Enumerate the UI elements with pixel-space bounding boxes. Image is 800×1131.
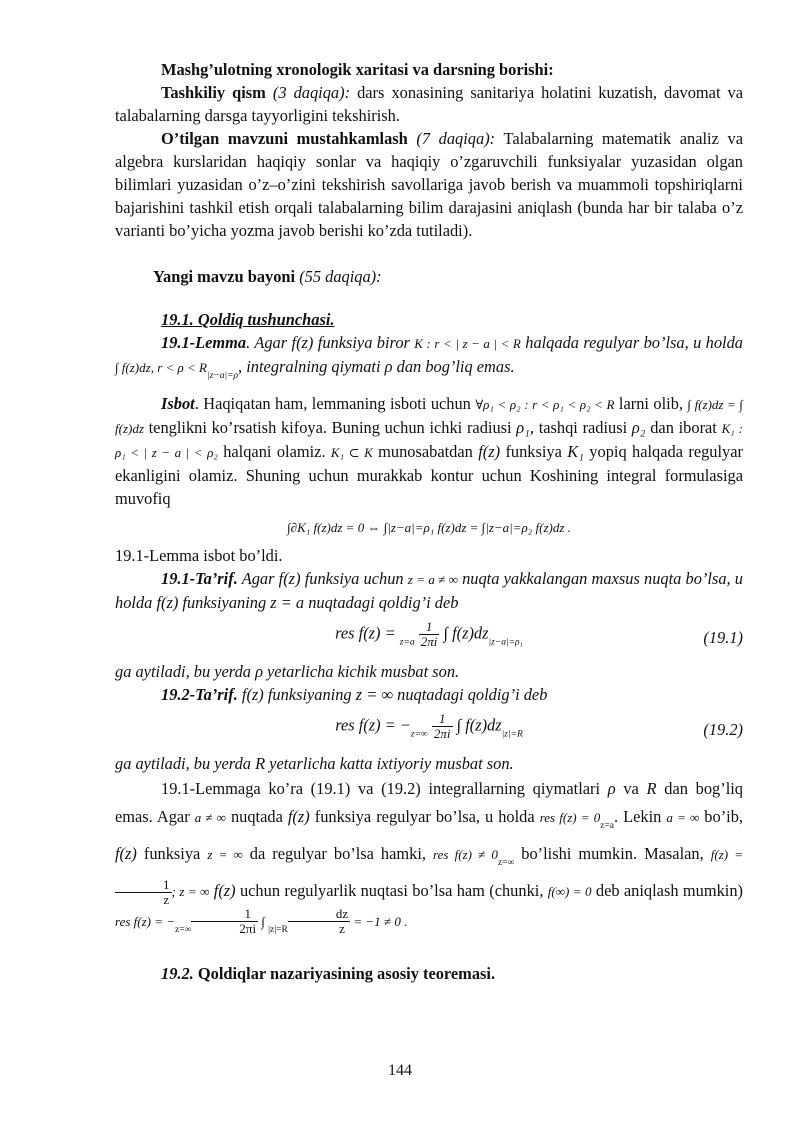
lemma-19-1: 19.1-Lemma. Agar f(z) funksiya biror K : r < | z − a | < R halqada regulyar bo’lsa, u holda ∫ f(z)dz, $r < \rho < R_{|z-a|=\rho}$, integralning qiymati ρ dan bog’liq emas. bbox=[115, 333, 744, 381]
page-number: 144 bbox=[388, 1062, 412, 1079]
proof-end: 19.1-Lemma isbot bo’ldi. bbox=[115, 546, 283, 565]
definition-19-2-tail: ga aytiladi, bu yerda R yetarlicha katta ixtiyoriy musbat son. bbox=[115, 754, 514, 773]
org-paragraph: Tashkiliy qism (3 daqiqa): dars xonasining sanitariya holatini kuzatish, davomat va talabalarning darsga tayyorligini tekshirish. bbox=[115, 83, 744, 125]
definition-19-1-tail: ga aytiladi, bu yerda ρ yetarlicha kichik musbat son. bbox=[115, 662, 460, 681]
section-19-1-title: 19.1. Qoldiq tushunchasi. bbox=[161, 310, 335, 329]
new-topic-heading: Yangi mavzu bayoni (55 daqiqa): bbox=[153, 267, 382, 286]
review-paragraph: O’tilgan mavzuni mustahkamlash (7 daqiqa): Talabalarning matematik analiz va algebra kurslaridan haqiqiy sonlar va haqiqiy o’zgaruvchili funksiyalar yuzasidan olgan bilimlari yuzasidan o’z–o’zini tekshirish savollariga javob berish va muammoli topshiriqlarni bajarishini tashkil etish orqali talabalarning bilim darajasini aniqlash (bunda har bir talaba o’z varianti bo’yicha yozma javob berishi ko’zda tutiladi). bbox=[115, 129, 743, 240]
text-column bbox=[115, 58, 743, 985]
equation-number-19-2: (19.2) bbox=[703, 720, 743, 739]
section-19-2-title: 19.2. Qoldiqlar nazariyasining asosiy teoremasi. bbox=[161, 963, 496, 983]
definition-19-1: 19.1-Ta’rif. Agar f(z) funksiya uchun z = a ≠ ∞ nuqta yakkalangan maxsus nuqta bo’lsa, u holda f(z) funksiyaning z = a nuqtadagi qoldig’i deb bbox=[115, 569, 743, 612]
definition-19-2: 19.2-Ta’rif. f(z) funksiyaning z = ∞ nuqtadagi qoldig’i deb bbox=[161, 685, 548, 704]
formula-19-2: res $f(z) = -_{z=\infty}$ $\frac{1}{2\pi i}$ ∫ $f(z)dz_{|z|=R}$ (19.2) bbox=[335, 711, 743, 741]
equation-number-19-1: (19.1) bbox=[703, 628, 743, 647]
cauchy-formula: ∫∂K₁ f(z)dz = 0 ⇔ ∫|z−a|=ρ₁ f(z)dz = ∫|z−a|=ρ₂ f(z)dz . bbox=[287, 520, 571, 535]
formula-19-1: res f(z) = $_{z=a}$ $\frac{1}{2\pi i}$ ∫ $f(z)dz_{|z-a|=\rho_1}$ (19.1) bbox=[335, 619, 743, 649]
chronology-heading: Mashg’ulotning xronologik xaritasi va darsning borishi: bbox=[161, 60, 554, 79]
remark-paragraph: 19.1-Lemmaga ko’ra (19.1) va (19.2) integrallarning qiymatlari ρ va R dan bog’liq emas. Agar a ≠ ∞ nuqtada f(z) funksiya regulyar bo’lsa, u holda res $f(z) = 0_{z=a}$. Lekin a = ∞ bo’ib, f(z) funksiya z = ∞ da regulyar bo’lsa hamki, res $f(z) \ne 0_{z=\infty}$ bo’lishi mumkin. Masalan, f(z) = $\frac{1}{z}$ ; z = ∞ f(z) uchun regulyarlik nuqtasi bo’lsa ham (chunki, f(∞) = 0 deb aniqlash mumkin) res $f(z) = -_{z=\infty}$ $\frac{1}{2\pi i}$ ∫ $_{|z|=R}$ $\frac{dz}{z}$ = −1 ≠ 0 . bbox=[115, 779, 743, 937]
proof-paragraph: Isbot. Haqiqatan ham, lemmaning isboti uchun ∀ρ₁ < ρ₂ : r < ρ₁ < ρ₂ < R larni olib, ∫ f(z)dz = ∫ f(z)dz tenglikni ko’rsatish kifoya. Buning uchun ichki radiusi ρ₁, tashqi radiusi ρ₂ dan iborat K₁ : ρ₁ < | z − a | < ρ₂ halqani olamiz. K₁ ⊂ K munosabatdan f(z) funksiya K₁ yopiq halqada regulyar ekanligini olamiz. Shuning uchun murakkab kontur uchun Koshining integral formulasiga muvofiq bbox=[115, 394, 743, 508]
